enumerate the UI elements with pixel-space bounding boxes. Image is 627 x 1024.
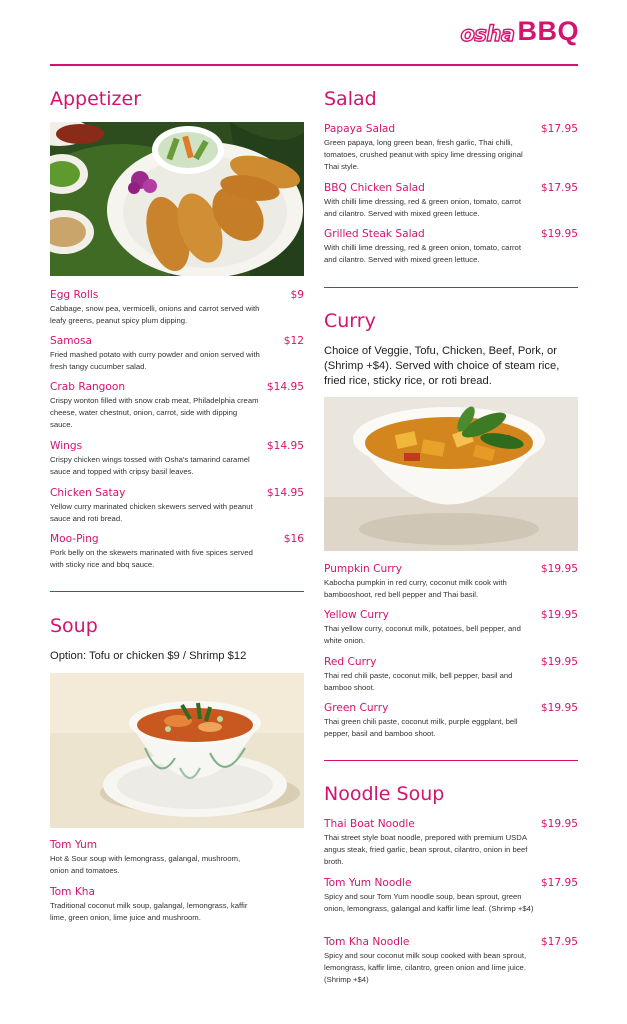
menu-item	[324, 608, 578, 647]
item-description: Cabbage, snow pea, vermicelli, onions and carrot served with leafy greens, peanut spicy plum dipping.	[50, 304, 260, 325]
item-price: $19.95	[540, 228, 578, 240]
item-price: $17.95	[540, 123, 578, 135]
item-name: Tom Kha	[50, 886, 95, 898]
item-price: $14.95	[266, 381, 304, 393]
item-description: Spicy and sour coconut milk soup cooked with bean sprout, lemongrass, kaffir lime, cilantro, green onion and lime juice. (Shrimp +$4)	[324, 951, 527, 984]
section-divider	[324, 760, 578, 761]
item-price: $9	[290, 289, 304, 301]
menu-item	[50, 486, 304, 525]
item-name: Moo-Ping	[50, 533, 99, 545]
appetizer-photo	[50, 122, 304, 276]
logo-script: osha	[460, 22, 515, 46]
item-price: $19.95	[540, 818, 578, 830]
menu-item	[324, 817, 578, 868]
menu-item	[50, 439, 304, 478]
menu-item	[324, 655, 578, 694]
item-price: $19.95	[540, 609, 578, 621]
item-name: Yellow Curry	[324, 609, 389, 621]
item-description: Yellow curry marinated chicken skewers served with peanut sauce and roti bread.	[50, 502, 253, 523]
left-column	[50, 0, 304, 1024]
logo-text: BBQ	[517, 16, 579, 46]
item-name: Crab Rangoon	[50, 381, 126, 393]
curry-title: Curry	[324, 310, 376, 332]
item-name: Pumpkin Curry	[324, 563, 403, 575]
soup-title: Soup	[50, 615, 98, 637]
item-description: Fried mashed potato with curry powder and onion served with fresh tangy cucumber salad.	[50, 350, 260, 371]
item-description: With chilli lime dressing, red & green onion, tomato, carrot and cilantro. Served with mixed green lettuce.	[324, 197, 521, 218]
item-price: $14.95	[266, 440, 304, 452]
menu-item	[324, 122, 578, 173]
noodle-soup-title: Noodle Soup	[324, 783, 445, 805]
curry-photo	[324, 397, 578, 551]
item-description: Traditional coconut milk soup, galangal, lemongrass, kaffir lime, green onion, lime juice and mushroom.	[50, 901, 248, 922]
item-description: Crispy chicken wings tossed with Osha's tamarind caramel sauce and topped with cripsy basil leaves.	[50, 455, 250, 476]
item-name: Wings	[50, 440, 83, 452]
item-price: $14.95	[266, 487, 304, 499]
item-price: $19.95	[540, 563, 578, 575]
item-description: Pork belly on the skewers marinated with five spices served with sticky rice and bbq sauce.	[50, 548, 253, 569]
item-description: Crispy wonton filled with snow crab meat, Philadelphia cream cheese, water chestnut, onion, carrot, side with dipping sauce.	[50, 396, 259, 429]
appetizer-title: Appetizer	[50, 88, 142, 110]
item-price: $19.95	[540, 656, 578, 668]
item-description: Thai yellow curry, coconut milk, potatoes, bell pepper, and white onion.	[324, 624, 521, 645]
right-column	[324, 0, 578, 1024]
section-divider	[324, 287, 578, 288]
item-name: Grilled Steak Salad	[324, 228, 425, 240]
item-name: Red Curry	[324, 656, 377, 668]
salad-title: Salad	[324, 88, 377, 110]
soup-option-note: Option: Tofu or chicken $9 / Shrimp $12	[50, 650, 247, 662]
item-name: Tom Yum Noodle	[324, 877, 412, 889]
item-description: Kabocha pumpkin in red curry, coconut milk cook with bambooshoot, red bell pepper and Thai basil.	[324, 578, 507, 599]
curry-choice-note: Choice of Veggie, Tofu, Chicken, Beef, Pork, or (Shrimp +$4). Served with choice of steam rice, fried rice, sticky rice, or roti bread.	[324, 345, 560, 387]
item-name: Egg Rolls	[50, 289, 99, 301]
item-name: Samosa	[50, 335, 93, 347]
item-price: $19.95	[540, 702, 578, 714]
item-description: Thai red chili paste, coconut milk, bell pepper, basil and bamboo shoot.	[324, 671, 513, 692]
menu-item	[50, 532, 304, 571]
menu-item	[324, 562, 578, 601]
item-description: Spicy and sour Tom Yum noodle soup, bean sprout, green onion, lemongrass, galangal and kaffir lime leaf. (Shrimp +$4)	[324, 892, 534, 913]
menu-item	[50, 380, 304, 431]
tom-yum-photo	[50, 673, 304, 828]
item-price: $17.95	[540, 182, 578, 194]
item-name: Tom Kha Noodle	[324, 936, 410, 948]
item-description: Hot & Sour soup with lemongrass, galangal, mushroom, onion and tomatoes.	[50, 854, 241, 875]
item-price: $17.95	[540, 877, 578, 889]
item-description: Thai green chili paste, coconut milk, purple eggplant, bell pepper, basil and bamboo shoot.	[324, 717, 518, 738]
menu-item	[324, 701, 578, 740]
menu-item	[324, 935, 578, 986]
item-name: Papaya Salad	[324, 123, 396, 135]
item-description: Thai street style boat noodle, prepored with premium USDA angus steak, fried garlic, bean sprout, cilantro, onion in beef broth.	[324, 833, 528, 866]
item-name: Tom Yum	[50, 839, 98, 851]
menu-item	[50, 288, 304, 327]
item-description: With chilli lime dressing, red & green onion, tomato, carrot and cilantro. Served with mixed green lettuce.	[324, 243, 521, 264]
item-price: $12	[283, 335, 304, 347]
menu-item	[324, 181, 578, 220]
menu-item	[50, 885, 304, 924]
item-name: Green Curry	[324, 702, 389, 714]
item-price: $17.95	[540, 936, 578, 948]
item-name: BBQ Chicken Salad	[324, 182, 425, 194]
section-divider	[50, 591, 304, 592]
menu-item	[324, 227, 578, 266]
item-description: Green papaya, long green bean, fresh garlic, Thai chilli, tomatoes, crushed peanut with spicy lime dressing original Thai style.	[324, 138, 523, 171]
item-price: $16	[283, 533, 304, 545]
menu-item	[50, 334, 304, 373]
item-name: Thai Boat Noodle	[324, 818, 415, 830]
menu-item	[324, 876, 578, 915]
item-name: Chicken Satay	[50, 487, 126, 499]
menu-item	[50, 838, 304, 877]
